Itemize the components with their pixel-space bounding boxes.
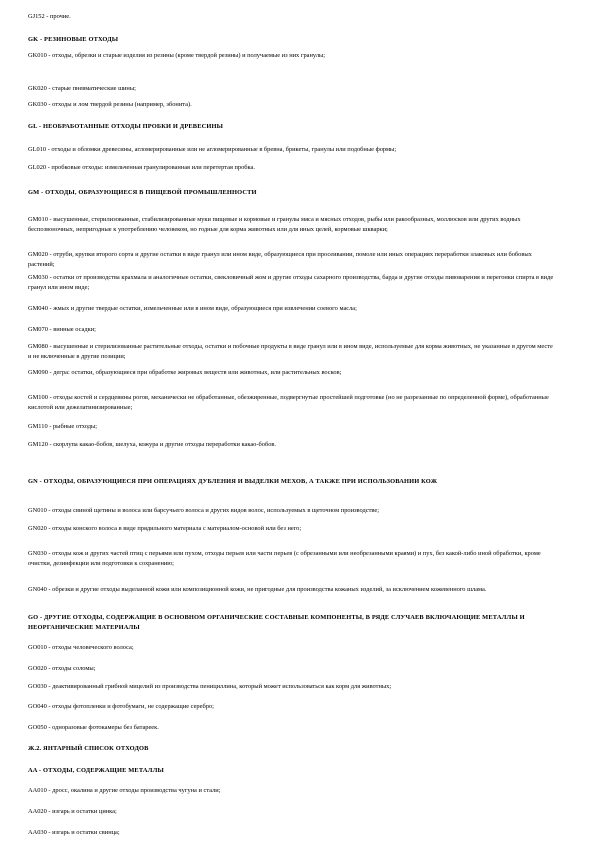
list-entry: GN020 - отходы конского волоса в виде прядильного материала с материалом-основой или без него; (28, 525, 302, 532)
list-entry: GO050 - одноразовые фотокамеры без батареек. (28, 724, 159, 731)
list-entry: GO010 - отходы человеческого волоса; (28, 644, 134, 651)
list-entry: AA030 - изгарь и остатки свинца; (28, 829, 120, 836)
list-entry: GM070 - винные осадки; (28, 326, 96, 333)
list-entry: GM030 - остатки от производства крахмала и аналогичные остатки, свекловичный жом и другие отходы сахарного производства, барда и другие отходы пивоварения и перегонки спирта в виде гранул или ином виде; (28, 274, 554, 291)
list-entry: GN040 - обрезки и другие отходы выделанной кожи или композиционной кожи, не пригодные для производства кожаных изделий, за исключением кожевенного шлама. (28, 586, 487, 593)
section-heading: Ж.2. ЯНТАРНЫЙ СПИСОК ОТХОДОВ (28, 745, 149, 752)
section-heading: GO - ДРУГИЕ ОТХОДЫ, СОДЕРЖАЩИЕ В ОСНОВНОМ ОРГАНИЧЕСКИЕ СОСТАВНЫЕ КОМПОНЕНТЫ, В РЯДЕ СЛУЧАЕВ ВКЛЮЧАЮЩИЕ МЕТАЛЛЫ И НЕОРГАНИЧЕСКИЕ МАТЕРИАЛЫ (28, 614, 525, 631)
list-entry: GL020 - пробковые отходы: измельченная гранулированная или перетертая пробка. (28, 164, 255, 171)
list-entry: GK010 - отходы, обрезки и старые изделия из резины (кроме твердой резины) и получаемые из них гранулы; (28, 52, 326, 59)
list-entry: GM120 - скорлупа какао-бобов, шелуха, кожура и другие отходы переработки какао-бобов. (28, 441, 277, 448)
section-heading: AA - ОТХОДЫ, СОДЕРЖАЩИЕ МЕТАЛЛЫ (28, 767, 164, 774)
section-heading: GK - РЕЗИНОВЫЕ ОТХОДЫ (28, 36, 119, 43)
section-heading: GL - НЕОБРАБОТАННЫЕ ОТХОДЫ ПРОБКИ И ДРЕВЕСИНЫ (28, 123, 224, 130)
list-entry: GL010 - отходы и обломки древесины, агломерированные или не агломерированные в бревна, брикеты, гранулы или подобные формы; (28, 146, 397, 153)
list-entry: GM040 - жмых и другие твердые остатки, измельченные или в ином виде, образующиеся при извлечении соевого масла; (28, 305, 357, 312)
list-entry: GM090 - дегра: остатки, образующиеся при обработке жировых веществ или животных, или растительных восков; (28, 369, 342, 376)
section-heading: GM - ОТХОДЫ, ОБРАЗУЮЩИЕСЯ В ПИЩЕВОЙ ПРОМЫШЛЕННОСТИ (28, 189, 257, 196)
list-entry: GN010 - отходы свиной щетины и волоса или барсучьего волоса и других видов волос, используемых в щеточном производстве; (28, 507, 379, 514)
list-entry: GO040 - отходы фотопленки и фотобумаги, не содержащие серебро; (28, 703, 214, 710)
list-entry: GJ152 - прочие. (28, 13, 71, 20)
section-heading: GN - ОТХОДЫ, ОБРАЗУЮЩИЕСЯ ПРИ ОПЕРАЦИЯХ ДУБЛЕНИЯ И ВЫДЕЛКИ МЕХОВ, А ТАКЖЕ ПРИ ИСПОЛЬЗОВАНИИ КОЖ (28, 478, 438, 485)
list-entry: GK020 - старые пневматические шины; (28, 85, 136, 92)
list-entry: GN030 - отходы кож и других частей птиц с перьями или пухом, отходы перьев или части перьев (с обрезанными или необрезанными краями) и пух, без какой-либо иной обработки, кроме очистки, дезинфекции или подготовки к сохранению; (28, 550, 541, 567)
list-entry: GM080 - высушенные и стерилизованные растительные отходы, остатки и побочные продукты в виде гранул или в ином виде, используемые для корма животных, не указанные в другом месте и не включенные в другие позиции; (28, 343, 553, 360)
list-entry: GM110 - рыбные отходы; (28, 423, 98, 430)
list-entry: AA020 - изгарь и остатки цинка; (28, 808, 117, 815)
list-entry: GM020 - отруби, крупки второго сорта и другие остатки в виде гранул или ином виде, образующиеся при просеивании, помоле или иных операциях переработки злаковых или бобовых растений; (28, 251, 532, 268)
list-entry: GO030 - деактивированный грибной мицелий из производства пенициллина, который может использоваться как корм для животных; (28, 683, 392, 690)
list-entry: GO020 - отходы соломы; (28, 665, 96, 672)
list-entry: GM010 - высушенные, стерилизованные, стабилизированные муки пищевые и кормовые и гранулы мяса и мясных отходов, рыбы или ракообразных, моллюсков или других водных беспозвоночных, непригодные к употреблению человеком, но годные для корма животных или для иных целей, кормовые шкварки; (28, 216, 521, 233)
list-entry: AA010 - дросс, окалина и другие отходы производства чугуна и стали; (28, 787, 221, 794)
list-entry: GM100 - отходы костей и сердцевины рогов, механически не обработанные, обезжиренные, подвергнутые простейшей подготовке (но не разрезанные по определенной форме), обработанные кислотой или дежелатинизированные; (28, 394, 549, 411)
list-entry: GK030 - отходы и лом твердой резины (например, эбонита). (28, 101, 192, 108)
